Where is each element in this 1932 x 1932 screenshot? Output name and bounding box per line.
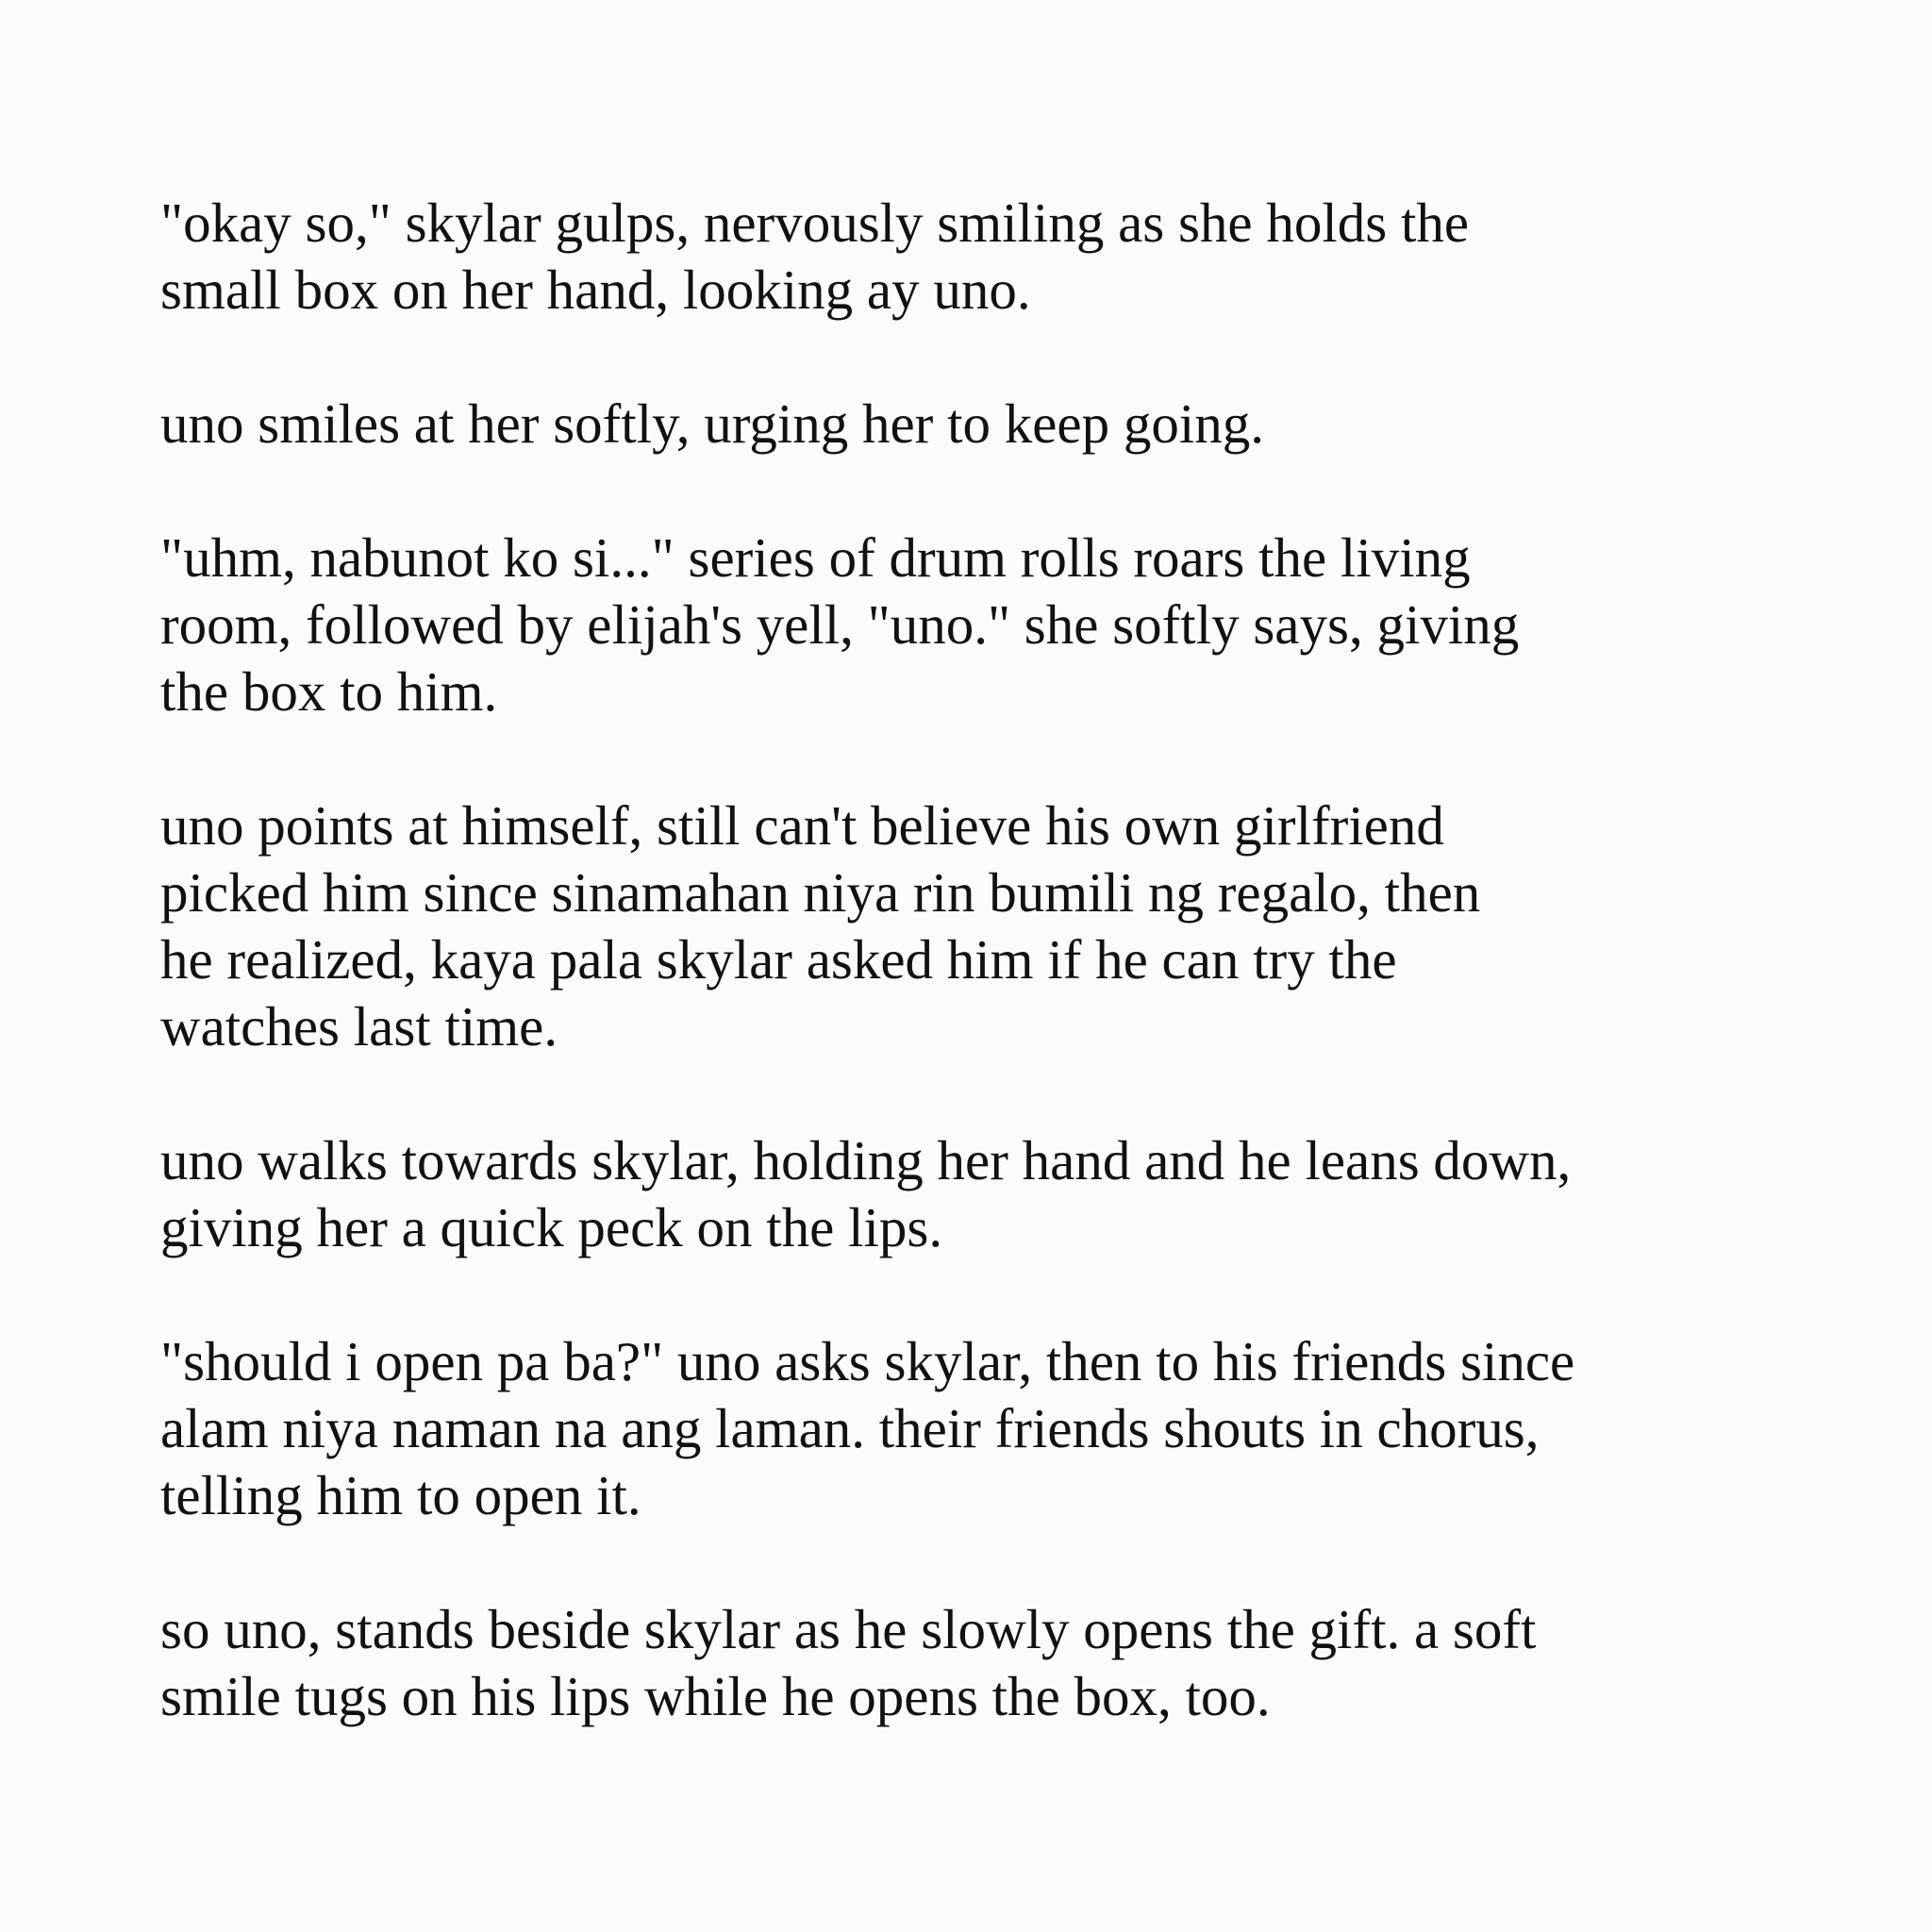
text-line: he realized, kaya pala skylar asked him if he can try the <box>160 928 1397 991</box>
paragraph-3 <box>160 525 1802 725</box>
text-line: the box to him. <box>160 660 498 723</box>
paragraph-2 <box>160 391 1802 458</box>
paragraph-4 <box>160 792 1802 1060</box>
text-line: "uhm, nabunot ko si..." series of drum rolls roars the living <box>160 526 1471 589</box>
paragraph-7 <box>160 1596 1802 1730</box>
text-line: smile tugs on his lips while he opens the box, too. <box>160 1665 1271 1727</box>
text-line: small box on her hand, looking ay uno. <box>160 258 1031 321</box>
text-line: so uno, stands beside skylar as he slowly opens the gift. a soft <box>160 1598 1537 1660</box>
text-line: telling him to open it. <box>160 1464 641 1526</box>
story-text <box>160 190 1802 1797</box>
text-line: uno points at himself, still can't believe his own girlfriend <box>160 794 1444 857</box>
text-line: alam niya naman na ang laman. their friends shouts in chorus, <box>160 1397 1540 1459</box>
text-line: "okay so," skylar gulps, nervously smiling as she holds the <box>160 192 1470 254</box>
paragraph-5 <box>160 1127 1802 1261</box>
paragraph-6 <box>160 1328 1802 1529</box>
text-line: giving her a quick peck on the lips. <box>160 1196 943 1258</box>
text-line: "should i open pa ba?" uno asks skylar, then to his friends since <box>160 1330 1575 1392</box>
text-line: watches last time. <box>160 995 558 1058</box>
text-line: picked him since sinamahan niya rin bumili ng regalo, then <box>160 861 1481 924</box>
text-line: uno smiles at her softly, urging her to keep going. <box>160 392 1264 455</box>
text-line: uno walks towards skylar, holding her hand and he leans down, <box>160 1129 1572 1191</box>
text-line: room, followed by elijah's yell, "uno." she softly says, giving <box>160 593 1520 656</box>
paragraph-1 <box>160 190 1802 324</box>
